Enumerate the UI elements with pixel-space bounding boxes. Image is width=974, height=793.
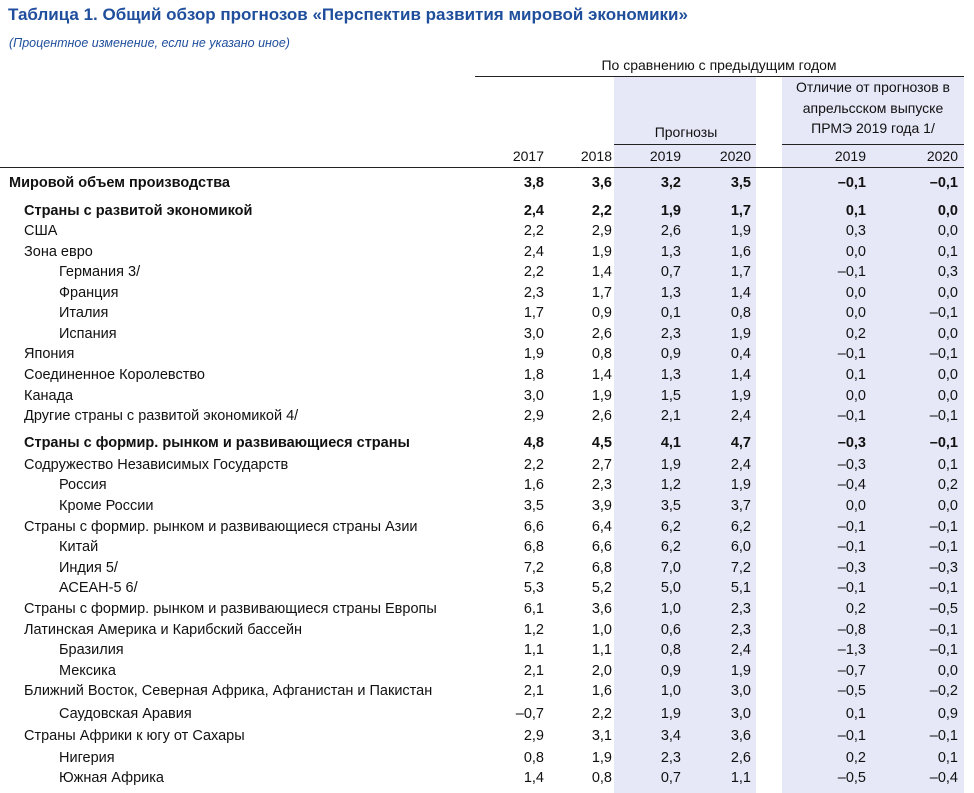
value-cell: 3,5 [523,498,544,514]
row-label: Канада [24,388,74,404]
value-cell: 0,0 [845,305,866,321]
value-cell: –0,1 [929,539,958,555]
value-cell: 1,9 [523,346,544,362]
value-cell: –0,4 [837,477,866,493]
value-cell: 6,2 [660,539,681,555]
value-cell: 0,0 [937,285,958,301]
value-cell: 2,2 [523,223,544,239]
value-cell: 0,7 [660,770,681,786]
value-cell: –0,1 [929,175,958,191]
value-cell: 0,2 [845,750,866,766]
value-cell: 1,8 [523,367,544,383]
table-row [0,433,974,453]
value-cell: 2,0 [591,663,612,679]
value-cell: 0,1 [845,706,866,722]
value-cell: –0,5 [837,683,866,699]
difference-header-line: Отличие от прогнозов в [796,79,950,95]
row-label: США [24,223,58,239]
value-cell: 2,4 [730,457,751,473]
value-cell: 0,9 [591,305,612,321]
value-cell: 1,4 [730,285,751,301]
value-cell: 2,6 [591,408,612,424]
value-cell: 3,0 [730,706,751,722]
value-cell: –0,1 [837,539,866,555]
value-cell: –0,1 [837,346,866,362]
value-cell: –0,5 [837,770,866,786]
year-header: 2017 [512,148,544,164]
value-cell: 5,0 [660,580,681,596]
value-cell: 1,0 [660,601,681,617]
value-cell: –0,1 [837,408,866,424]
table-row [0,173,974,193]
group-header: По сравнению с предыдущим годом [601,57,837,73]
value-cell: 7,0 [660,560,681,576]
table-row [0,578,974,598]
value-cell: 2,3 [591,477,612,493]
value-cell: 4,5 [591,435,612,451]
value-cell: 6,0 [730,539,751,555]
value-cell: 5,1 [730,580,751,596]
value-cell: 3,6 [591,175,612,191]
value-cell: 1,4 [591,367,612,383]
value-cell: 2,3 [660,326,681,342]
value-cell: 0,1 [660,305,681,321]
table-row [0,283,974,303]
year-header: 2019 [834,148,866,164]
value-cell: 5,2 [591,580,612,596]
value-cell: 2,2 [523,457,544,473]
table-row [0,386,974,406]
value-cell: 1,7 [730,203,751,219]
value-cell: 2,2 [591,203,612,219]
table-row [0,303,974,323]
value-cell: 2,3 [523,285,544,301]
value-cell: 1,9 [660,457,681,473]
table-row [0,620,974,640]
value-cell: 2,6 [591,326,612,342]
row-label: Россия [59,477,107,493]
value-cell: –1,3 [837,642,866,658]
year-header: 2020 [719,148,751,164]
value-cell: 0,9 [660,346,681,362]
value-cell: 1,9 [660,706,681,722]
table-row [0,242,974,262]
row-label: Другие страны с развитой экономикой 4/ [24,408,299,424]
value-cell: 3,6 [591,601,612,617]
value-cell: 2,1 [523,683,544,699]
value-cell: 4,8 [523,435,544,451]
value-cell: 0,8 [660,642,681,658]
value-cell: 6,1 [523,601,544,617]
value-cell: 0,1 [937,457,958,473]
value-cell: 3,5 [730,175,751,191]
value-cell: 6,2 [660,519,681,535]
row-label: Страны Африки к югу от Сахары [24,728,245,744]
value-cell: 1,3 [660,244,681,260]
value-cell: 1,7 [591,285,612,301]
value-cell: 1,9 [591,750,612,766]
value-cell: –0,7 [837,663,866,679]
row-label: Индия 5/ [59,560,118,576]
value-cell: –0,4 [929,770,958,786]
value-cell: –0,1 [837,264,866,280]
row-label: Содружество Независимых Государств [24,457,289,473]
value-cell: 3,2 [660,175,681,191]
table-row [0,406,974,426]
table-row [0,599,974,619]
row-label: Страны с формир. рынком и развивающиеся страны Азии [24,519,418,535]
value-cell: 2,1 [660,408,681,424]
value-cell: 3,5 [660,498,681,514]
value-cell: 0,4 [730,346,751,362]
table-row [0,704,974,724]
row-label: Соединенное Королевство [24,367,205,383]
row-label: Ближний Восток, Северная Африка, Афганистан и Пакистан [24,683,433,699]
value-cell: 2,4 [523,244,544,260]
value-cell: 6,8 [523,539,544,555]
table-row [0,201,974,221]
value-cell: –0,1 [929,519,958,535]
value-cell: 1,7 [523,305,544,321]
value-cell: 0,0 [937,326,958,342]
value-cell: 6,2 [730,519,751,535]
value-cell: 1,4 [523,770,544,786]
difference-header-line: апрельсском выпуске [802,99,944,116]
value-cell: 1,0 [660,683,681,699]
row-label: Италия [59,305,109,321]
value-cell: 3,0 [730,683,751,699]
value-cell: 1,2 [660,477,681,493]
value-cell: 1,6 [591,683,612,699]
value-cell: 1,9 [730,388,751,404]
value-cell: 0,1 [937,244,958,260]
value-cell: –0,1 [929,408,958,424]
value-cell: 6,6 [591,539,612,555]
header-rule-bottom [0,167,964,168]
value-cell: –0,1 [837,580,866,596]
value-cell: 3,9 [591,498,612,514]
value-cell: 2,3 [660,750,681,766]
value-cell: 2,1 [523,663,544,679]
row-label: Франция [59,285,119,301]
row-label: Саудовская Аравия [59,706,192,722]
table-row [0,365,974,385]
value-cell: –0,1 [837,728,866,744]
value-cell: 1,9 [730,326,751,342]
row-label: Испания [59,326,117,342]
value-cell: 0,8 [730,305,751,321]
value-cell: 0,0 [937,203,958,219]
value-cell: 3,7 [730,498,751,514]
value-cell: 0,0 [845,285,866,301]
table-row [0,262,974,282]
value-cell: 2,2 [591,706,612,722]
value-cell: 0,0 [845,388,866,404]
row-label: Страны с формир. рынком и развивающиеся страны Европы [24,601,437,617]
table-title: Таблица 1. Общий обзор прогнозов «Перспектив развития мировой экономики» [8,5,688,24]
table-row [0,455,974,475]
value-cell: 6,6 [523,519,544,535]
row-label: Япония [24,346,75,362]
value-cell: 2,4 [523,203,544,219]
year-header: 2020 [926,148,958,164]
table-row [0,517,974,537]
value-cell: –0,3 [837,560,866,576]
table-row [0,681,974,701]
row-label: Мексика [59,663,116,679]
value-cell: 1,1 [730,770,751,786]
year-header: 2019 [649,148,681,164]
value-cell: 0,3 [937,264,958,280]
value-cell: 1,9 [591,244,612,260]
value-cell: –0,1 [929,622,958,638]
year-header: 2018 [580,148,612,164]
value-cell: 2,9 [523,728,544,744]
value-cell: 7,2 [730,560,751,576]
value-cell: 1,9 [660,203,681,219]
row-label: АСЕАН-5 6/ [59,580,138,596]
value-cell: 0,1 [937,750,958,766]
value-cell: 0,8 [523,750,544,766]
value-cell: 0,7 [660,264,681,280]
row-label: Германия 3/ [59,264,141,280]
row-label: Зона евро [24,244,93,260]
value-cell: 7,2 [523,560,544,576]
value-cell: 1,9 [730,477,751,493]
difference-header-line: ПРМЭ 2019 года 1/ [811,120,935,136]
table-row [0,496,974,516]
value-cell: 1,9 [591,388,612,404]
value-cell: 3,6 [730,728,751,744]
table-row [0,748,974,768]
value-cell: –0,1 [837,175,866,191]
value-cell: 3,1 [591,728,612,744]
row-label: Нигерия [59,750,115,766]
value-cell: 0,0 [937,367,958,383]
table-subtitle: (Процентное изменение, если не указано иное) [9,36,290,50]
row-label: Южная Африка [59,770,164,786]
value-cell: 5,3 [523,580,544,596]
value-cell: 0,8 [591,770,612,786]
value-cell: –0,1 [929,435,958,451]
value-cell: 0,6 [660,622,681,638]
row-label: Бразилия [59,642,124,658]
value-cell: 2,6 [730,750,751,766]
difference-header [782,77,964,139]
value-cell: 1,5 [660,388,681,404]
value-cell: –0,1 [929,346,958,362]
forecast-rule [614,144,756,145]
value-cell: –0,5 [929,601,958,617]
value-cell: 0,0 [937,223,958,239]
value-cell: 2,4 [730,408,751,424]
value-cell: –0,1 [929,305,958,321]
row-label: Мировой объем производства [9,175,230,191]
table-row [0,221,974,241]
value-cell: 2,9 [591,223,612,239]
value-cell: –0,8 [837,622,866,638]
value-cell: –0,1 [929,728,958,744]
value-cell: 2,7 [591,457,612,473]
value-cell: –0,1 [929,580,958,596]
value-cell: 1,3 [660,367,681,383]
value-cell: 0,3 [845,223,866,239]
value-cell: 2,4 [730,642,751,658]
value-cell: 3,0 [523,326,544,342]
value-cell: 0,9 [660,663,681,679]
row-label: Страны с развитой экономикой [24,203,253,219]
forecast-header: Прогнозы [654,124,718,140]
table-row [0,324,974,344]
value-cell: 0,0 [937,388,958,404]
value-cell: 2,6 [660,223,681,239]
table-row [0,768,974,788]
value-cell: 6,8 [591,560,612,576]
value-cell: 0,2 [845,601,866,617]
value-cell: 0,2 [937,477,958,493]
value-cell: –0,1 [929,642,958,658]
value-cell: –0,2 [929,683,958,699]
value-cell: 2,9 [523,408,544,424]
value-cell: 1,3 [660,285,681,301]
value-cell: –0,3 [837,457,866,473]
value-cell: 1,6 [730,244,751,260]
table-row [0,726,974,746]
difference-rule [782,144,964,145]
row-label: Китай [59,539,99,555]
value-cell: 3,0 [523,388,544,404]
value-cell: 1,6 [523,477,544,493]
value-cell: 0,0 [937,663,958,679]
value-cell: 2,3 [730,622,751,638]
value-cell: 2,2 [523,264,544,280]
value-cell: 4,7 [730,435,751,451]
value-cell: 1,1 [591,642,612,658]
value-cell: 0,9 [937,706,958,722]
value-cell: 0,1 [845,203,866,219]
table-row [0,558,974,578]
table-row [0,640,974,660]
value-cell: 1,7 [730,264,751,280]
value-cell: 1,9 [730,663,751,679]
row-label: Страны с формир. рынком и развивающиеся страны [24,435,410,451]
value-cell: 1,9 [730,223,751,239]
value-cell: 1,0 [591,622,612,638]
table-row [0,475,974,495]
value-cell: –0,1 [837,519,866,535]
value-cell: 0,0 [845,244,866,260]
value-cell: 1,4 [730,367,751,383]
value-cell: 0,1 [845,367,866,383]
value-cell: 6,4 [591,519,612,535]
table-row [0,344,974,364]
value-cell: 0,0 [937,498,958,514]
row-label: Кроме России [59,498,154,514]
value-cell: –0,7 [515,706,544,722]
value-cell: –0,3 [929,560,958,576]
value-cell: 4,1 [660,435,681,451]
table-row [0,537,974,557]
value-cell: 0,0 [845,498,866,514]
table-row [0,661,974,681]
value-cell: 0,2 [845,326,866,342]
value-cell: 3,8 [523,175,544,191]
value-cell: 0,8 [591,346,612,362]
value-cell: 1,1 [523,642,544,658]
value-cell: 1,4 [591,264,612,280]
row-label: Латинская Америка и Карибский бассейн [24,622,302,638]
value-cell: 3,4 [660,728,681,744]
value-cell: 2,3 [730,601,751,617]
value-cell: –0,3 [837,435,866,451]
value-cell: 1,2 [523,622,544,638]
